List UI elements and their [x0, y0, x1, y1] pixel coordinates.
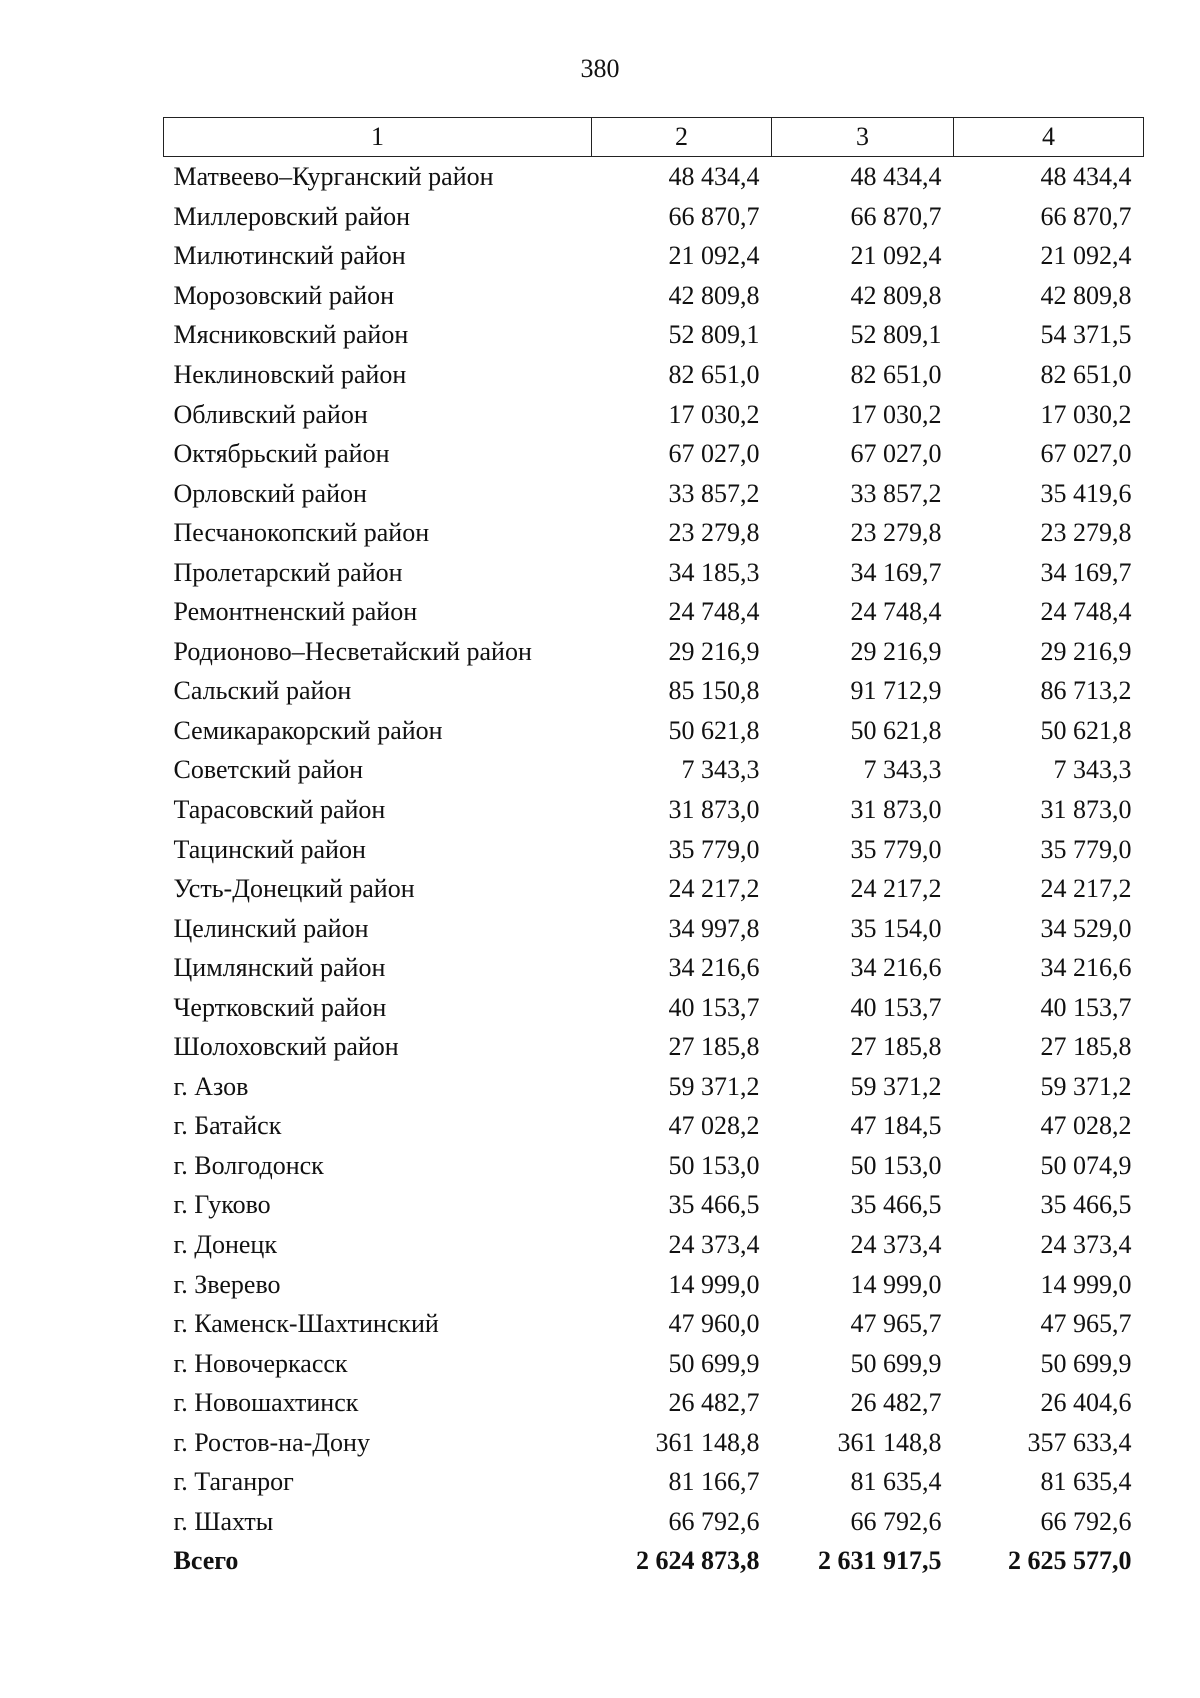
- row-value-col-4: 31 873,0: [1040, 795, 1132, 825]
- table-row: [164, 1146, 1144, 1186]
- row-name-cell: г. Новошахтинск: [173, 1388, 359, 1418]
- row-value-col-4: 24 748,4: [1040, 597, 1132, 627]
- table-row: [164, 869, 1144, 909]
- row-value-col-2: 35 466,5: [668, 1190, 760, 1220]
- header-col-1: 1: [164, 118, 592, 157]
- row-value-col-4: 24 373,4: [1040, 1230, 1132, 1260]
- row-name-cell: Мясниковский район: [173, 320, 409, 350]
- table-row: [164, 1106, 1144, 1146]
- row-value-col-2: 27 185,8: [668, 1032, 760, 1062]
- row-value-col-2: 81 166,7: [668, 1467, 760, 1497]
- table-row: [164, 276, 1144, 316]
- row-value-col-4: 24 217,2: [1040, 874, 1132, 904]
- row-value-col-3: 26 482,7: [850, 1388, 942, 1418]
- row-value-col-2: 21 092,4: [668, 241, 760, 271]
- row-value-col-3: 14 999,0: [850, 1269, 942, 1299]
- row-value-col-4: 7 343,3: [1053, 755, 1132, 785]
- row-value-col-2: 23 279,8: [668, 518, 760, 548]
- row-name-cell: Морозовский район: [173, 280, 395, 310]
- row-value-col-4: 42 809,8: [1040, 280, 1132, 310]
- row-value-col-3: 35 154,0: [850, 913, 942, 943]
- row-value-col-2: 48 434,4: [668, 162, 760, 192]
- row-value-col-3: 361 148,8: [837, 1427, 942, 1457]
- row-value-col-2: 34 997,8: [668, 913, 760, 943]
- row-value-col-2: 26 482,7: [668, 1388, 760, 1418]
- row-value-col-4: 34 216,6: [1040, 953, 1132, 983]
- row-value-col-2: 24 373,4: [668, 1230, 760, 1260]
- table-row: [164, 948, 1144, 988]
- row-name-cell: Шолоховский район: [173, 1032, 399, 1062]
- row-value-col-4: 50 621,8: [1040, 715, 1132, 745]
- row-value-col-3: 67 027,0: [850, 439, 942, 469]
- table-row: [164, 197, 1144, 237]
- row-value-col-4: 357 633,4: [1027, 1427, 1132, 1457]
- row-value-col-2: 47 960,0: [668, 1309, 760, 1339]
- row-value-col-2: 47 028,2: [668, 1111, 760, 1141]
- row-value-col-2: 34 216,6: [668, 953, 760, 983]
- row-value-col-3: 35 466,5: [850, 1190, 942, 1220]
- row-name-cell: г. Азов: [173, 1071, 249, 1101]
- row-value-col-4: 34 529,0: [1040, 913, 1132, 943]
- table-row: [164, 1027, 1144, 1067]
- row-value-col-4: 14 999,0: [1040, 1269, 1132, 1299]
- row-value-col-2: 34 185,3: [668, 557, 760, 587]
- row-value-col-3: 47 184,5: [850, 1111, 942, 1141]
- row-name-cell: Советский район: [173, 755, 364, 785]
- row-name-cell: Обливский район: [173, 399, 368, 429]
- row-value-col-3: 42 809,8: [850, 280, 942, 310]
- row-name-cell: г. Донецк: [173, 1230, 277, 1260]
- row-value-col-3: 24 373,4: [850, 1230, 942, 1260]
- row-value-col-4: 40 153,7: [1040, 992, 1132, 1022]
- table-body: [164, 157, 1144, 1581]
- row-value-col-4: 47 028,2: [1040, 1111, 1132, 1141]
- row-name-cell: Тарасовский район: [173, 795, 386, 825]
- row-value-col-3: 33 857,2: [850, 478, 942, 508]
- row-value-col-2: 35 779,0: [668, 834, 760, 864]
- row-value-col-3: 31 873,0: [850, 795, 942, 825]
- row-value-col-3: 50 621,8: [850, 715, 942, 745]
- row-value-col-3: 23 279,8: [850, 518, 942, 548]
- table-row: [164, 711, 1144, 751]
- row-name-cell: Семикаракорский район: [173, 715, 443, 745]
- row-name-cell: г. Шахты: [173, 1506, 274, 1536]
- row-name-cell: г. Таганрог: [173, 1467, 294, 1497]
- row-value-col-2: 14 999,0: [668, 1269, 760, 1299]
- total-value-col-3: 2 631 917,5: [818, 1546, 942, 1576]
- row-value-col-2: 17 030,2: [668, 399, 760, 429]
- row-value-col-4: 81 635,4: [1040, 1467, 1132, 1497]
- row-value-col-3: 47 965,7: [850, 1309, 942, 1339]
- row-value-col-3: 50 699,9: [850, 1348, 942, 1378]
- row-value-col-2: 50 621,8: [668, 715, 760, 745]
- row-value-col-4: 82 651,0: [1040, 360, 1132, 389]
- table-row: [164, 1343, 1144, 1383]
- table-row: [164, 1462, 1144, 1502]
- row-value-col-2: 40 153,7: [668, 992, 760, 1022]
- row-value-col-4: 67 027,0: [1040, 439, 1132, 469]
- row-value-col-3: 35 779,0: [850, 834, 942, 864]
- table-row: [164, 1185, 1144, 1225]
- row-value-col-4: 54 371,5: [1040, 320, 1132, 350]
- row-value-col-3: 7 343,3: [863, 755, 942, 785]
- row-name-cell: г. Зверево: [173, 1269, 281, 1299]
- row-name-cell: Неклиновский район: [173, 360, 407, 389]
- table-row: [164, 157, 1144, 197]
- total-label: Всего: [173, 1546, 239, 1576]
- row-value-col-2: 82 651,0: [668, 360, 760, 389]
- header-col-2: 2: [592, 118, 772, 157]
- row-name-cell: Ремонтненский район: [173, 597, 418, 627]
- row-value-col-4: 66 792,6: [1040, 1506, 1132, 1536]
- table-row: [164, 1383, 1144, 1423]
- row-name-cell: Усть-Донецкий район: [173, 874, 415, 904]
- row-value-col-3: 48 434,4: [850, 162, 942, 192]
- table-row: [164, 473, 1144, 513]
- row-name-cell: Тацинский район: [173, 834, 366, 864]
- page-number: 380: [580, 54, 620, 83]
- table-row: [164, 1264, 1144, 1304]
- table-row: [164, 592, 1144, 632]
- table-row: [164, 908, 1144, 948]
- row-name-cell: Пролетарский район: [173, 557, 403, 587]
- row-value-col-3: 24 217,2: [850, 874, 942, 904]
- table-row: [164, 1304, 1144, 1344]
- row-value-col-2: 7 343,3: [681, 755, 760, 785]
- row-value-col-2: 361 148,8: [655, 1427, 760, 1457]
- row-value-col-3: 29 216,9: [850, 636, 942, 666]
- row-name-cell: г. Волгодонск: [173, 1150, 324, 1180]
- row-value-col-4: 21 092,4: [1040, 241, 1132, 271]
- row-value-col-3: 24 748,4: [850, 597, 942, 627]
- header-row: [164, 118, 1144, 157]
- table-row: [164, 632, 1144, 672]
- row-name-cell: Родионово–Несветайский район: [173, 636, 532, 666]
- row-value-col-2: 24 748,4: [668, 597, 760, 627]
- row-value-col-2: 50 699,9: [668, 1348, 760, 1378]
- header-col-4: 4: [954, 118, 1144, 157]
- row-value-col-3: 59 371,2: [850, 1071, 942, 1101]
- row-name-cell: г. Ростов-на-Дону: [173, 1427, 370, 1457]
- row-name-cell: г. Гуково: [173, 1190, 271, 1220]
- row-value-col-4: 23 279,8: [1040, 518, 1132, 548]
- row-value-col-4: 50 074,9: [1040, 1150, 1132, 1180]
- table-row: [164, 750, 1144, 790]
- row-value-col-2: 66 792,6: [668, 1506, 760, 1536]
- row-value-col-4: 59 371,2: [1040, 1071, 1132, 1101]
- table-row: [164, 790, 1144, 830]
- total-row: [164, 1541, 1144, 1581]
- total-value-col-4: 2 625 577,0: [1008, 1546, 1132, 1576]
- row-value-col-2: 33 857,2: [668, 478, 760, 508]
- table-row: [164, 513, 1144, 553]
- row-value-col-4: 47 965,7: [1040, 1309, 1132, 1339]
- row-value-col-4: 86 713,2: [1040, 676, 1132, 706]
- row-value-col-4: 66 870,7: [1040, 201, 1132, 231]
- table-row: [164, 552, 1144, 592]
- row-value-col-3: 81 635,4: [850, 1467, 942, 1497]
- row-name-cell: Матвеево–Курганский район: [173, 162, 494, 192]
- table-row: [164, 1502, 1144, 1542]
- row-value-col-3: 50 153,0: [850, 1150, 942, 1180]
- table-row: [164, 355, 1144, 395]
- row-name-cell: г. Каменск-Шахтинский: [173, 1309, 439, 1339]
- budget-table: [163, 117, 1144, 1581]
- table-row: [164, 236, 1144, 276]
- row-value-col-4: 26 404,6: [1040, 1388, 1132, 1418]
- row-name-cell: Чертковский район: [173, 992, 387, 1022]
- row-value-col-3: 82 651,0: [850, 360, 942, 389]
- row-name-cell: Октябрьский район: [173, 439, 390, 469]
- row-value-col-3: 40 153,7: [850, 992, 942, 1022]
- row-value-col-4: 35 466,5: [1040, 1190, 1132, 1220]
- table-row: [164, 829, 1144, 869]
- row-name-cell: Милютинский район: [173, 241, 406, 271]
- row-value-col-4: 17 030,2: [1040, 399, 1132, 429]
- row-value-col-2: 59 371,2: [668, 1071, 760, 1101]
- row-value-col-2: 50 153,0: [668, 1150, 760, 1180]
- row-value-col-3: 52 809,1: [850, 320, 942, 350]
- row-value-col-4: 27 185,8: [1040, 1032, 1132, 1062]
- total-value-col-2: 2 624 873,8: [636, 1546, 760, 1576]
- table-row: [164, 987, 1144, 1027]
- row-value-col-3: 34 216,6: [850, 953, 942, 983]
- table-row: [164, 671, 1144, 711]
- row-value-col-2: 52 809,1: [668, 320, 760, 350]
- row-value-col-2: 67 027,0: [668, 439, 760, 469]
- row-value-col-3: 27 185,8: [850, 1032, 942, 1062]
- row-value-col-4: 50 699,9: [1040, 1348, 1132, 1378]
- table-row: [164, 394, 1144, 434]
- row-name-cell: г. Батайск: [173, 1111, 282, 1141]
- row-value-col-2: 85 150,8: [668, 676, 760, 706]
- table-row: [164, 1225, 1144, 1265]
- row-value-col-3: 21 092,4: [850, 241, 942, 271]
- row-value-col-2: 42 809,8: [668, 280, 760, 310]
- row-value-col-4: 29 216,9: [1040, 636, 1132, 666]
- row-name-cell: Целинский район: [173, 913, 369, 943]
- row-value-col-4: 48 434,4: [1040, 162, 1132, 192]
- row-value-col-4: 35 419,6: [1040, 478, 1132, 508]
- row-value-col-2: 31 873,0: [668, 795, 760, 825]
- table-header: [164, 118, 1144, 157]
- row-value-col-2: 29 216,9: [668, 636, 760, 666]
- budget-table-container: [163, 117, 1143, 1581]
- table-row: [164, 315, 1144, 355]
- row-value-col-3: 17 030,2: [850, 399, 942, 429]
- table-row: [164, 434, 1144, 474]
- row-name-cell: Цимлянский район: [173, 953, 386, 983]
- row-name-cell: Песчанокопский район: [173, 518, 430, 548]
- row-name-cell: Сальский район: [173, 676, 352, 706]
- row-name-cell: Миллеровский район: [173, 201, 411, 231]
- row-value-col-3: 66 870,7: [850, 201, 942, 231]
- table-row: [164, 1423, 1144, 1463]
- row-value-col-3: 91 712,9: [850, 676, 942, 706]
- row-value-col-3: 34 169,7: [850, 557, 942, 587]
- table-row: [164, 1067, 1144, 1107]
- row-name-cell: г. Новочеркасск: [173, 1348, 348, 1378]
- row-value-col-2: 66 870,7: [668, 201, 760, 231]
- row-value-col-4: 35 779,0: [1040, 834, 1132, 864]
- row-value-col-4: 34 169,7: [1040, 557, 1132, 587]
- row-name-cell: Орловский район: [173, 478, 367, 508]
- row-value-col-3: 66 792,6: [850, 1506, 942, 1536]
- row-value-col-2: 24 217,2: [668, 874, 760, 904]
- header-col-3: 3: [772, 118, 954, 157]
